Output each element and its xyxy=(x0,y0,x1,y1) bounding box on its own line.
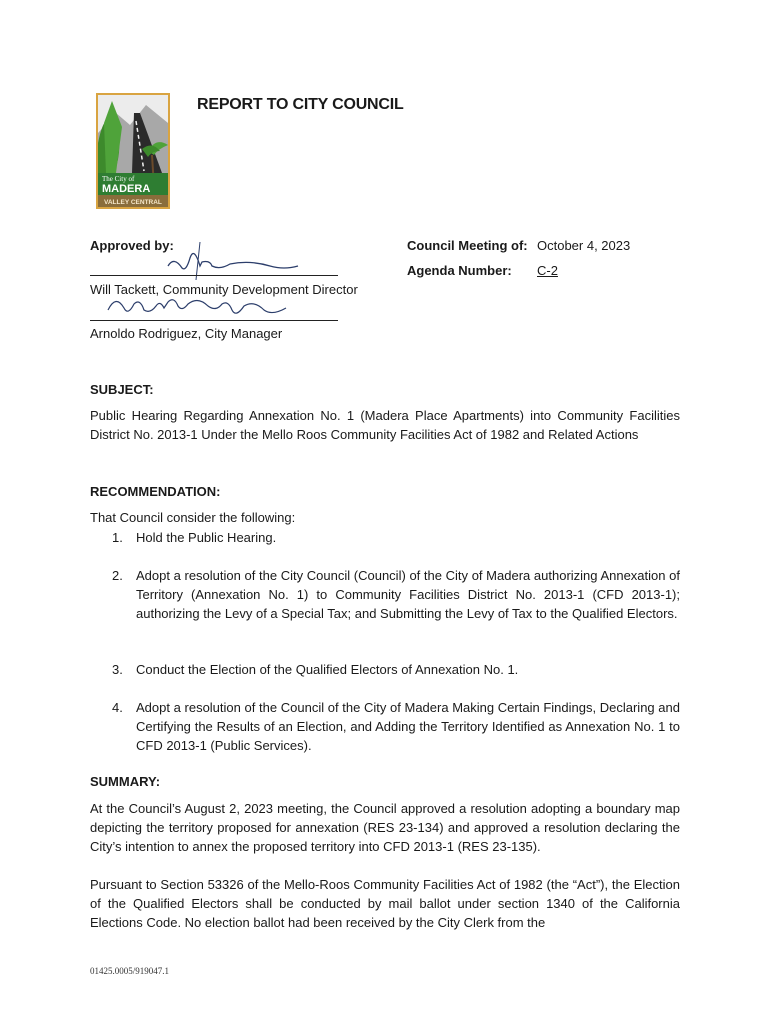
list-item-number: 1. xyxy=(112,530,123,545)
agenda-number-label: Agenda Number: xyxy=(407,263,512,278)
approved-by-label: Approved by: xyxy=(90,238,174,253)
list-item xyxy=(112,698,680,755)
logo-line1: The City of xyxy=(102,175,135,183)
summary-heading: SUMMARY: xyxy=(90,774,161,789)
list-item-text: Hold the Public Hearing. xyxy=(136,530,277,545)
document-id: 01425.0005/919047.1 xyxy=(90,966,170,976)
subject-heading: SUBJECT: xyxy=(90,382,154,397)
signer-1-name: Will Tackett, Community Development Director xyxy=(90,282,358,297)
council-meeting-date: October 4, 2023 xyxy=(537,238,631,253)
list-item xyxy=(112,566,680,623)
signature-line-1 xyxy=(90,275,338,276)
signature-2 xyxy=(104,288,294,324)
council-meeting-label: Council Meeting of: xyxy=(407,238,528,253)
subject-text: Public Hearing Regarding Annexation No. 1 (Madera Place Apartments) into Community Facilities District No. 2013-1 Under the Mello Roos Community Facilities Act of 1982 and Related Actions xyxy=(90,408,680,442)
signer-2-name: Arnoldo Rodriguez, City Manager xyxy=(90,326,283,341)
summary-paragraph-1: At the Council’s August 2, 2023 meeting, the Council approved a resolution adopting a boundary map depicting the territory proposed for annexation (RES 23-134) and approved a resolution declaring the City’s intention to annex the proposed territory into CFD 2013-1 (RES 23-135). xyxy=(90,801,680,854)
signature-line-2 xyxy=(90,320,338,321)
list-item-text: Adopt a resolution of the City Council (Council) of the City of Madera authorizing Annexation of Territory (Annexation No. 1) to Community Facilities District No. 2013-1 (CFD 2013-1); authorizing the Levy of a Special Tax; and Submitting the Levy of Tax to the Qualified Electors. xyxy=(136,568,680,621)
list-item-text: Conduct the Election of the Qualified Electors of Annexation No. 1. xyxy=(136,662,519,677)
agenda-number-value: C-2 xyxy=(537,263,558,278)
list-item-number: 3. xyxy=(112,662,123,677)
list-item-number: 2. xyxy=(112,568,123,583)
list-item xyxy=(112,660,680,679)
logo-line3: VALLEY CENTRAL xyxy=(104,199,162,206)
list-item-number: 4. xyxy=(112,700,123,715)
logo-line2: MADERA xyxy=(102,183,151,195)
recommendation-heading: RECOMMENDATION: xyxy=(90,484,221,499)
recommendation-intro: That Council consider the following: xyxy=(90,510,296,525)
report-title: REPORT TO CITY COUNCIL xyxy=(197,96,404,113)
summary-paragraph-2: Pursuant to Section 53326 of the Mello-Roos Community Facilities Act of 1982 (the “Act”), the Election of the Qualified Electors shall be conducted by mail ballot under section 1340 of the California Elections Code. No election ballot had been received by the City Clerk from the xyxy=(90,877,680,930)
city-of-madera-logo xyxy=(96,93,170,209)
list-item-text: Adopt a resolution of the Council of the City of Madera Making Certain Findings, Declaring and Certifying the Results of an Election, and Adding the Territory Identified as Annexation No. 1 to CFD 2013-1 (Public Services). xyxy=(136,700,680,753)
list-item xyxy=(112,528,680,547)
